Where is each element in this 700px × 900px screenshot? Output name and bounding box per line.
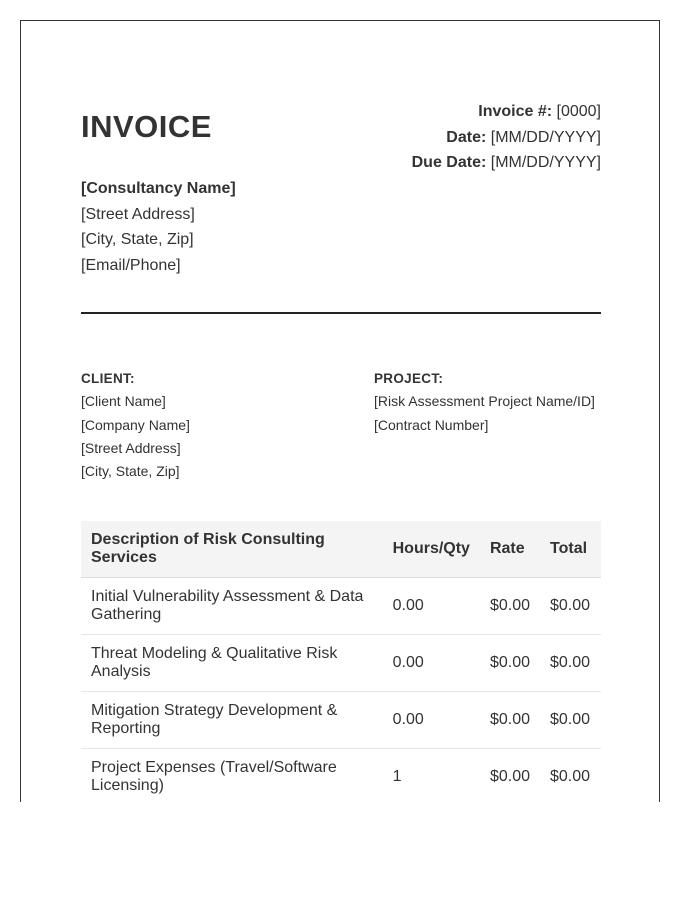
- table-row: [81, 692, 601, 749]
- invoice-meta: [412, 99, 601, 176]
- client-city: [City, State, Zip]: [81, 463, 180, 480]
- invoice-number-line: [412, 99, 601, 125]
- row-description: Initial Vulnerability Assessment & Data Gathering: [81, 578, 383, 635]
- invoice-page: [20, 20, 660, 802]
- row-rate: $0.00: [480, 692, 540, 749]
- client-company: [Company Name]: [81, 416, 190, 433]
- invoice-title: INVOICE: [81, 109, 212, 144]
- header-rate: Rate: [480, 521, 540, 578]
- invoice-date-line: [412, 125, 601, 151]
- row-rate: $0.00: [480, 749, 540, 803]
- header-divider: [81, 312, 601, 314]
- header-total: Total: [540, 521, 601, 578]
- row-total: $0.00: [540, 692, 601, 749]
- project-name: [Risk Assessment Project Name/ID]: [374, 393, 595, 410]
- row-total: $0.00: [540, 635, 601, 692]
- row-qty: 1: [383, 749, 480, 803]
- consultancy-street: [Street Address]: [81, 205, 195, 223]
- row-qty: 0.00: [383, 635, 480, 692]
- row-description: Mitigation Strategy Development & Reporting: [81, 692, 383, 749]
- table-row: [81, 749, 601, 803]
- client-street: [Street Address]: [81, 439, 181, 456]
- project-section: [374, 367, 595, 437]
- row-description: Project Expenses (Travel/Software Licensing): [81, 749, 383, 803]
- contract-number: [Contract Number]: [374, 416, 489, 433]
- consultancy-city: [City, State, Zip]: [81, 231, 194, 249]
- row-rate: $0.00: [480, 578, 540, 635]
- row-total: $0.00: [540, 578, 601, 635]
- row-total: $0.00: [540, 749, 601, 803]
- client-section: [81, 367, 190, 483]
- consultancy-name: [Consultancy Name]: [81, 180, 236, 197]
- consultancy-contact: [Email/Phone]: [81, 257, 181, 275]
- invoice-date-label: Date:: [446, 128, 487, 146]
- row-rate: $0.00: [480, 635, 540, 692]
- due-date-value: [MM/DD/YYYY]: [486, 154, 601, 171]
- consultancy-info: [81, 176, 236, 279]
- client-name: [Client Name]: [81, 393, 166, 410]
- invoice-date-value: [MM/DD/YYYY]: [486, 128, 601, 146]
- client-heading: CLIENT:: [81, 371, 135, 386]
- project-heading: PROJECT:: [374, 371, 444, 386]
- row-description: Threat Modeling & Qualitative Risk Analysis: [81, 635, 383, 692]
- table-row: [81, 635, 601, 692]
- due-date-line: [412, 150, 601, 176]
- invoice-number-label: Invoice #:: [478, 103, 553, 120]
- header-hours-qty: Hours/Qty: [383, 521, 480, 578]
- header-description: Description of Risk Consulting Services: [81, 521, 383, 578]
- table-header-row: [81, 521, 601, 578]
- row-qty: 0.00: [383, 578, 480, 635]
- services-table: [81, 521, 601, 802]
- invoice-number-value: [0000]: [552, 103, 601, 120]
- table-row: [81, 578, 601, 635]
- row-qty: 0.00: [383, 692, 480, 749]
- due-date-label: Due Date:: [411, 154, 487, 171]
